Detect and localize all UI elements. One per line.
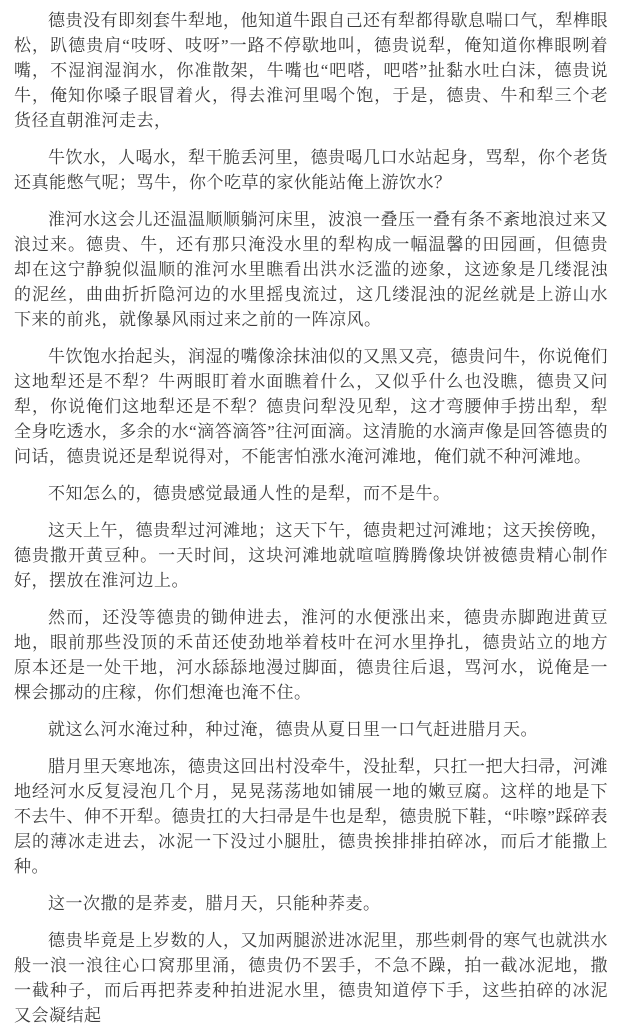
paragraph: 这一次撒的是荞麦，腊月天，只能种荞麦。: [48, 894, 381, 913]
paragraph: 牛饮水，人喝水，犁干脆丢河里，德贵喝几口水站起身，骂犁，你个老货还真能憋气呢；骂牛，你个吃草的家伙能站俺上游饮水？: [14, 148, 608, 192]
paragraph: 德贵没有即刻套牛犁地，他知道牛跟自己还有犁都得歇息喘口气，犁榫眼松，趴德贵肩“吱呀、吱呀”一路不停歇地叫，德贵说犁，俺知道你榫眼咧着嘴，不湿润湿润水，你准散架，牛嘴也“吧嗒，吧嗒”扯黏水吐白沫，德贵说牛，俺知你嗓子眼冒着火，得去淮河里喝个饱，于是，德贵、牛和犁三个老货径直朝淮河走去，: [14, 11, 608, 130]
paragraph: 然而，还没等德贵的锄伸进去，淮河的水便涨出来，德贵赤脚跑进黄豆地，眼前那些没顶的禾苗还使劲地举着枝叶在河水里挣扎，德贵站立的地方原本还是一处干地，河水舔舔地漫过脚面，德贵往后退，骂河水，说俺是一棵会挪动的庄稼，你们想淹也淹不住。: [14, 608, 608, 702]
paragraph: 淮河水这会儿还温温顺顺躺河床里，波浪一叠压一叠有条不紊地浪过来又浪过来。德贵、牛，还有那只淹没水里的犁构成一幅温馨的田园画，但德贵却在这宁静貌似温顺的淮河水里瞧看出洪水泛滥的迹象，这迹象是几缕混浊的泥丝，曲曲折折隐河边的水里摇曳流过，这几缕混浊的泥丝就是上游山水下来的前兆，就像暴风雨过来之前的一阵凉风。: [14, 210, 608, 329]
paragraph: 牛饮饱水抬起头，润湿的嘴像涂抹油似的又黑又亮，德贵问牛，你说俺们这地犁还是不犁？牛两眼盯着水面瞧着什么，又似乎什么也没瞧，德贵又问犁，你说俺们这地犁还是不犁？德贵问犁没见犁，这才弯腰伸手捞出犁，犁全身吃透水，多余的水“滴答滴答”往河面滴。这清脆的水滴声像是回答德贵的问话，德贵说还是犁说得对，不能害怕涨水淹河滩地，俺们就不种河滩地。: [14, 347, 608, 466]
paragraph: 不知怎么的，德贵感觉最通人性的是犁，而不是牛。: [48, 484, 451, 503]
paragraph: 这天上午，德贵犁过河滩地；这天下午，德贵耙过河滩地；这天挨傍晚，德贵撒开黄豆种。一天时间，这块河滩地就喧喧腾腾像块饼被德贵精心制作好，摆放在淮河边上。: [14, 521, 608, 590]
paragraph: 腊月里天寒地冻，德贵这回出村没牵牛，没扯犁，只扛一把大扫帚，河滩地经河水反复浸泡几个月，晃晃荡荡地如铺展一地的嫩豆腐。这样的地是下不去牛、伸不开犁。德贵扛的大扫帚是牛也是犁，德贵脱下鞋，“咔嚓”踩碎表层的薄冰走进去，冰泥一下没过小腿肚，德贵挨排排拍碎冰，而后才能撒上种。: [14, 757, 608, 876]
paragraph: 就这么河水淹过种，种过淹，德贵从夏日里一口气赶进腊月天。: [48, 720, 538, 739]
paragraph: 德贵毕竟是上岁数的人，又加两腿淤进冰泥里，那些刺骨的寒气也就洪水般一浪一浪往心口窝那里涌，德贵仍不罢手，不急不躁，拍一截冰泥地，撒一截种子，而后再把荞麦种拍进泥水里，德贵知道停下手，这些拍碎的冰泥又会凝结起: [14, 931, 608, 1025]
